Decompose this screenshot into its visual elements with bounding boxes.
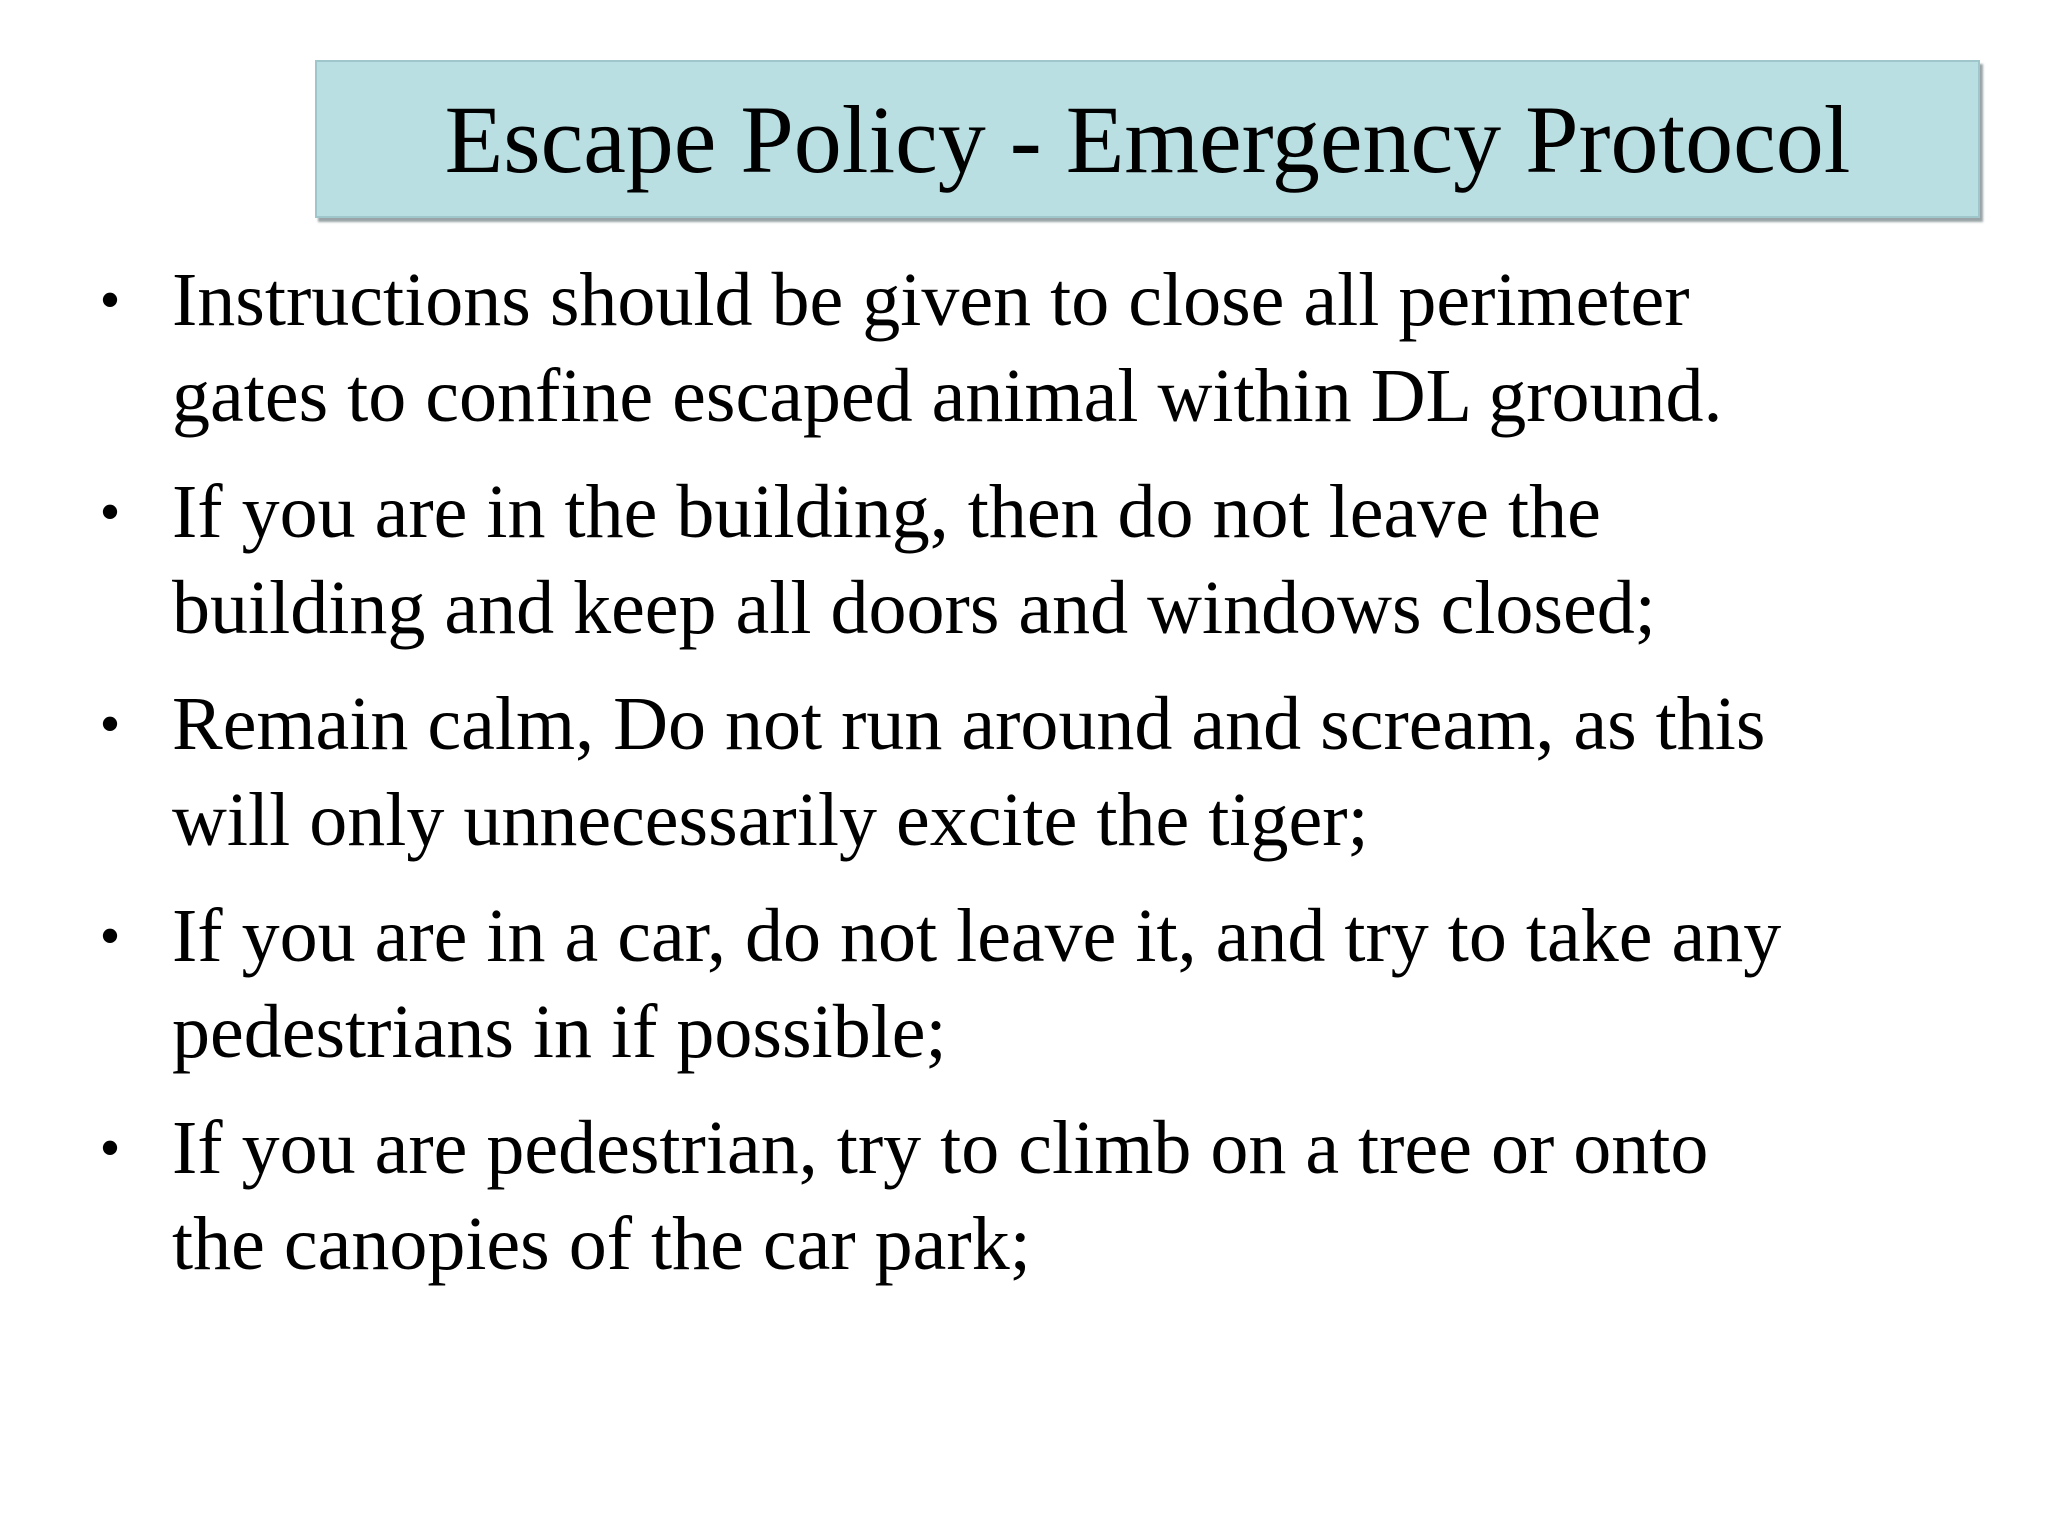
bullet-line: gates to confine escaped animal within DL ground.	[172, 354, 1723, 438]
bullet-icon: •	[99, 903, 121, 969]
title-banner	[315, 60, 1980, 218]
bullet-item	[90, 676, 1970, 868]
bullet-icon: •	[99, 691, 121, 757]
bullet-line: Remain calm, Do not run around and scream, as this	[172, 682, 1766, 766]
bullet-line: If you are pedestrian, try to climb on a tree or onto	[172, 1106, 1709, 1190]
bullet-line: the canopies of the car park;	[172, 1202, 1031, 1286]
bullet-line: building and keep all doors and windows closed;	[172, 566, 1656, 650]
bullet-line: If you are in a car, do not leave it, and try to take any	[172, 894, 1782, 978]
bullet-icon: •	[99, 1115, 121, 1181]
bullet-icon: •	[99, 479, 121, 545]
bullet-line: Instructions should be given to close all perimeter	[172, 258, 1690, 342]
bullet-item	[90, 888, 1970, 1080]
bullet-line: will only unnecessarily excite the tiger;	[172, 778, 1369, 862]
bullet-line: pedestrians in if possible;	[172, 990, 947, 1074]
bullet-list	[90, 252, 1970, 1312]
bullet-item	[90, 464, 1970, 656]
bullet-icon: •	[99, 267, 121, 333]
bullet-item	[90, 1100, 1970, 1292]
bullet-line: If you are in the building, then do not leave the	[172, 470, 1601, 554]
bullet-item	[90, 252, 1970, 444]
slide-title: Escape Policy - Emergency Protocol	[444, 86, 1851, 193]
